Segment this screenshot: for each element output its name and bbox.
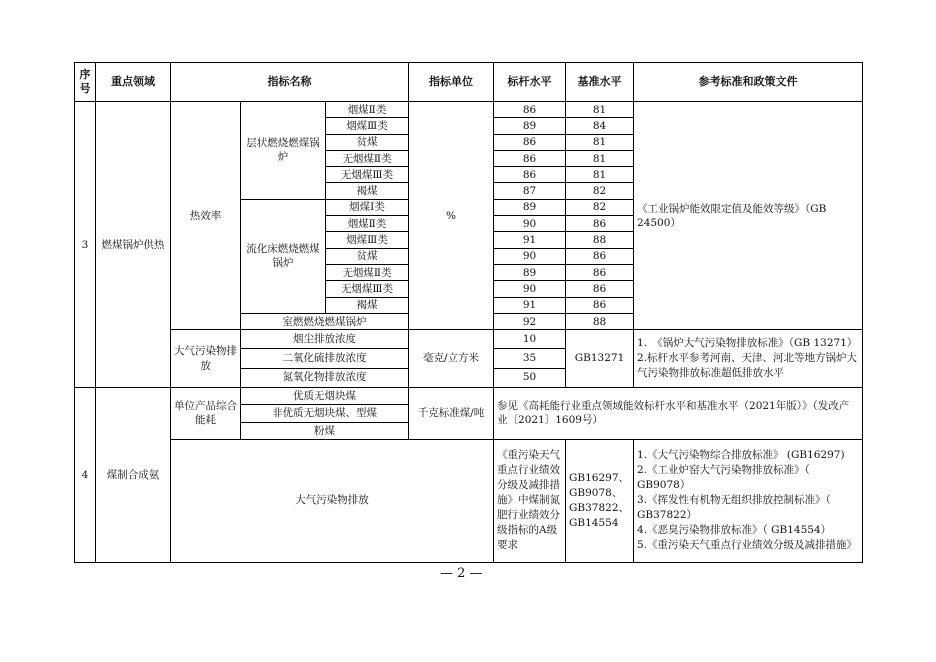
- benchmark-value: 35: [494, 349, 566, 368]
- benchmark-value: 91: [494, 232, 566, 248]
- page-number: — 2 —: [440, 566, 483, 581]
- coal-type: 粉煤: [241, 422, 409, 439]
- benchmark-value: 89: [494, 264, 566, 280]
- header-row: [75, 63, 863, 102]
- coal-type: 无烟煤Ⅲ类: [326, 167, 409, 183]
- benchmark-value: 91: [494, 297, 566, 313]
- coal-type: 优质无烟块煤: [241, 388, 409, 405]
- air-label: 大气污染物排放: [171, 439, 494, 562]
- layer-label: 层状燃烧燃煤锅炉: [241, 102, 326, 200]
- air-label: 大气污染物排放: [171, 330, 241, 388]
- header-indicator: 指标名称: [171, 63, 409, 102]
- baseline-value: 81: [566, 150, 634, 166]
- reference-line: 1.《大气污染物综合排放标准》 (GB16297): [637, 449, 845, 462]
- domain-cell: 煤制合成氨: [96, 388, 171, 563]
- reference-line: 5.《重污染天气重点行业绩效分级及减排措施》: [637, 539, 858, 552]
- row-no: 4: [75, 388, 96, 563]
- header-domain: 重点领域: [96, 63, 171, 102]
- domain-cell: 燃煤锅炉供热: [96, 102, 171, 388]
- table-row: [75, 388, 863, 405]
- unit-cell: %: [409, 102, 494, 330]
- energy-reference: 参见《高耗能行业重点领域能效标杆水平和基准水平（2021年版）》（发改产业〔2021〕1609号）: [494, 388, 863, 440]
- benchmark-value: 10: [494, 330, 566, 349]
- air-baseline: GB13271: [566, 330, 634, 388]
- indicator-table: [74, 62, 863, 563]
- table-row: [75, 330, 863, 349]
- coal-type: 贫煤: [326, 134, 409, 150]
- benchmark-value: 86: [494, 167, 566, 183]
- benchmark-value: 89: [494, 118, 566, 134]
- baseline-value: 82: [566, 183, 634, 199]
- benchmark-value: 89: [494, 199, 566, 215]
- benchmark-value: 86: [494, 102, 566, 118]
- coal-type: 贫煤: [326, 248, 409, 264]
- coal-type: 无烟煤Ⅲ类: [326, 281, 409, 297]
- coal-type: 无烟煤Ⅱ类: [326, 150, 409, 166]
- benchmark-value: 87: [494, 183, 566, 199]
- header-no: 序号: [75, 63, 96, 102]
- pollutant: 烟尘排放浓度: [241, 330, 409, 349]
- coal-type: 非优质无烟块煤、型煤: [241, 405, 409, 422]
- header-unit: 指标单位: [409, 63, 494, 102]
- reference-cell: 《工业锅炉能效限定值及能效等级》（GB 24500）: [634, 102, 863, 330]
- reference-line: 3.《挥发性有机物无组织排放控制标准》（ GB37822）: [637, 494, 831, 522]
- baseline-value: 86: [566, 264, 634, 280]
- baseline-value: 86: [566, 297, 634, 313]
- benchmark-value: 90: [494, 248, 566, 264]
- table-row: [75, 439, 863, 562]
- benchmark-value: 86: [494, 150, 566, 166]
- benchmark-value: 90: [494, 216, 566, 232]
- baseline-value: 86: [566, 216, 634, 232]
- baseline-value: 88: [566, 232, 634, 248]
- reference-line: 1. 《锅炉大气污染物排放标准》（GB 13271）: [637, 337, 858, 350]
- baseline-value: 82: [566, 199, 634, 215]
- benchmark-value: 90: [494, 281, 566, 297]
- air-benchmark: 《重污染天气重点行业绩效分级及减排措施》中煤制氮肥行业绩效分级指标的A级要求: [494, 439, 566, 562]
- air-unit: 毫克/立方米: [409, 330, 494, 388]
- reference-line: 2.标杆水平参考河南、天津、河北等地方锅炉大气污染物排放标准超低排放水平: [637, 352, 858, 380]
- reference-line: 2.《工业炉窑大气污染物排放标准》（ GB9078）: [637, 464, 810, 492]
- baseline-value: 88: [566, 313, 634, 329]
- chamber-boiler: 室燃燃烧燃煤锅炉: [241, 313, 409, 329]
- coal-type: 烟煤Ⅲ类: [326, 232, 409, 248]
- coal-type: 褐煤: [326, 183, 409, 199]
- header-baseline: 基准水平: [566, 63, 634, 102]
- coal-type: 褐煤: [326, 297, 409, 313]
- energy-label: 单位产品综合能耗: [171, 388, 241, 440]
- pollutant: 氮氧化物排放浓度: [241, 368, 409, 387]
- air-baseline: GB16297、GB9078、GB37822、GB14554: [566, 439, 634, 562]
- baseline-value: 86: [566, 248, 634, 264]
- baseline-value: 81: [566, 102, 634, 118]
- reference-line: 4.《恶臭污染物排放标准》（ GB14554）: [637, 524, 832, 537]
- table-row: [75, 102, 863, 118]
- row-no: 3: [75, 102, 96, 388]
- fluid-label: 流化床燃烧燃煤锅炉: [241, 199, 326, 313]
- thermal-label: 热效率: [171, 102, 241, 330]
- pollutant: 二氧化硫排放浓度: [241, 349, 409, 368]
- baseline-value: 86: [566, 281, 634, 297]
- air-reference: [634, 439, 863, 562]
- benchmark-value: 92: [494, 313, 566, 329]
- header-benchmark: 标杆水平: [494, 63, 566, 102]
- benchmark-value: 50: [494, 368, 566, 387]
- energy-unit: 千克标准煤/吨: [409, 388, 494, 440]
- benchmark-value: 86: [494, 134, 566, 150]
- coal-type: 烟煤Ⅰ类: [326, 199, 409, 215]
- coal-type: 烟煤Ⅱ类: [326, 216, 409, 232]
- header-reference: 参考标准和政策文件: [634, 63, 863, 102]
- coal-type: 无烟煤Ⅱ类: [326, 264, 409, 280]
- coal-type: 烟煤Ⅱ类: [326, 102, 409, 118]
- baseline-value: 84: [566, 118, 634, 134]
- baseline-value: 81: [566, 134, 634, 150]
- baseline-value: 81: [566, 167, 634, 183]
- air-reference: [634, 330, 863, 388]
- coal-type: 烟煤Ⅲ类: [326, 118, 409, 134]
